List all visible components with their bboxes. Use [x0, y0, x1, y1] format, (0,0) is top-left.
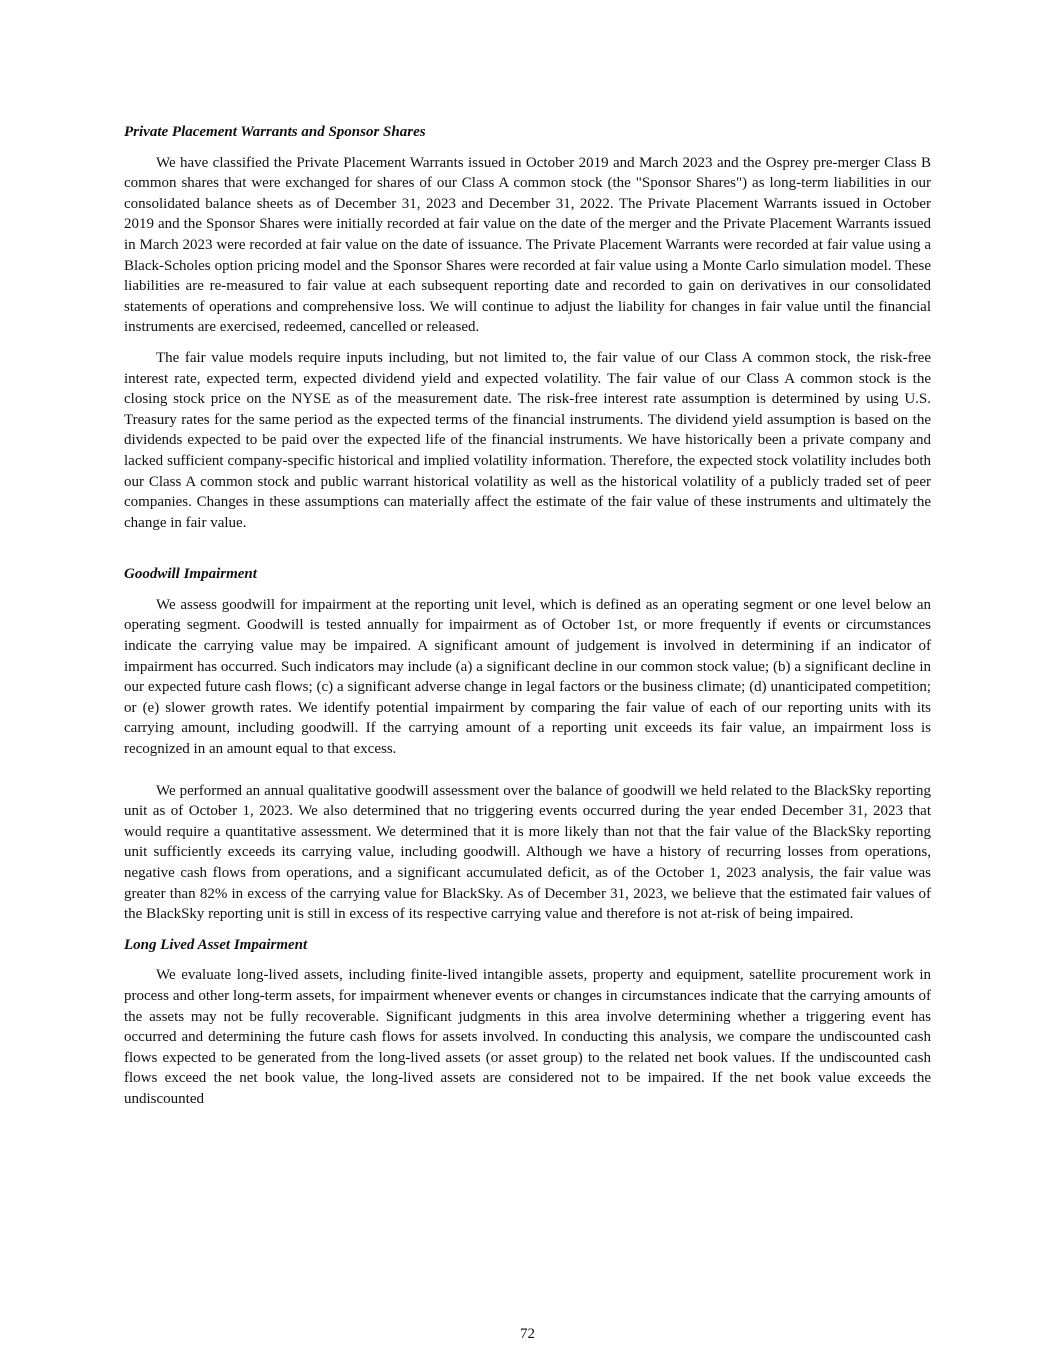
paragraph: The fair value models require inputs including, but not limited to, the fair value of our Class A common stock, the risk-free interest rate, expected term, expected dividend yield and expected volatility. The fair value of our Class A common stock is the closing stock price on the NYSE as of the measurement date. The risk-free interest rate assumption is determined by using U.S. Treasury rates for the same period as the expected terms of the financial instruments. The dividend yield assumption is based on the dividends expected to be paid over the expected life of the financial instruments. We have historically been a private company and lacked sufficient company-specific historical and implied volatility information. Therefore, the expected stock volatility includes both our Class A common stock and public warrant historical volatility as well as the historical volatility of a publicly traded set of peer companies. Changes in these assumptions can materially affect the estimate of the fair value of these instruments and ultimately the change in fair value. [124, 349, 931, 531]
section-heading-private-placement-warrants: Private Placement Warrants and Sponsor Shares [124, 124, 426, 140]
section-heading-goodwill-impairment: Goodwill Impairment [124, 566, 257, 583]
paragraph: We assess goodwill for impairment at the reporting unit level, which is defined as an operating segment or one level below an operating segment. Goodwill is tested annually for impairment as of October 1st, or more frequently if events or circumstances indicate the carrying value may be impaired. A significant amount of judgement is involved in determining if an indicator of impairment has occurred. Such indicators may include (a) a significant decline in our common stock value; (b) a significant decline in our expected future cash flows; (c) a significant adverse change in legal factors or the business climate; (d) unanticipated competition; or (e) slower growth rates. We identify potential impairment by comparing the fair value of each of our reporting units with its carrying amount, including goodwill. If the carrying amount of a reporting unit exceeds its fair value, an impairment loss is recognized in an amount equal to that excess. [124, 596, 931, 758]
section-heading-long-lived-asset-impairment: Long Lived Asset Impairment [124, 936, 308, 953]
paragraph: We evaluate long-lived assets, including finite-lived intangible assets, property and equipment, satellite procurement work in process and other long-term assets, for impairment whenever events or changes in circumstances indicate that the carrying amounts of the assets may not be fully recoverable. Significant judgments in this area involve determining whether a triggering event has occurred and determining the future cash flows for assets involved. In conducting this analysis, we compare the undiscounted cash flows expected to be generated from the long-lived assets (or asset group) to the related net book values. If the undiscounted cash flows exceed the net book value, the long-lived assets are considered not to be impaired. If the net book value exceeds the undiscounted [124, 967, 931, 1107]
document-page [124, 122, 931, 1120]
page-number: 72 [520, 1326, 535, 1342]
paragraph: We performed an annual qualitative goodwill assessment over the balance of goodwill we held related to the BlackSky reporting unit as of October 1, 2023. We also determined that no triggering events occurred during the year ended December 31, 2023 that would require a quantitative assessment. We determined that it is more likely than not that the fair value of the BlackSky reporting unit sufficiently exceeds its carrying value, including goodwill. Although we have a history of recurring losses from operations, negative cash flows from operations, and a significant accumulated deficit, as of the October 1, 2023 analysis, the fair value was greater than 82% in excess of the carrying value for BlackSky. As of December 31, 2023, we believe that the estimated fair values of the BlackSky reporting unit is still in excess of its respective carrying value and therefore is not at-risk of being impaired. [124, 782, 931, 923]
paragraph: We have classified the Private Placement Warrants issued in October 2019 and March 2023 and the Osprey pre-merger Class B common shares that were exchanged for shares of our Class A common stock (the "Sponsor Shares") as long-term liabilities in our consolidated balance sheets as of December 31, 2023 and December 31, 2022. The Private Placement Warrants issued in October 2019 and the Sponsor Shares were initially recorded at fair value on the date of the merger and the Private Placement Warrants issued in March 2023 were recorded at fair value on the date of issuance. The Private Placement Warrants were recorded at fair value using a Black-Scholes option pricing model and the Sponsor Shares were recorded at fair value using a Monte Carlo simulation model. These liabilities are re-measured to fair value at each subsequent reporting date and recorded to gain on derivatives in our consolidated statements of operations and comprehensive loss. We will continue to adjust the liability for changes in fair value until the financial instruments are exercised, redeemed, cancelled or released. [124, 154, 931, 336]
